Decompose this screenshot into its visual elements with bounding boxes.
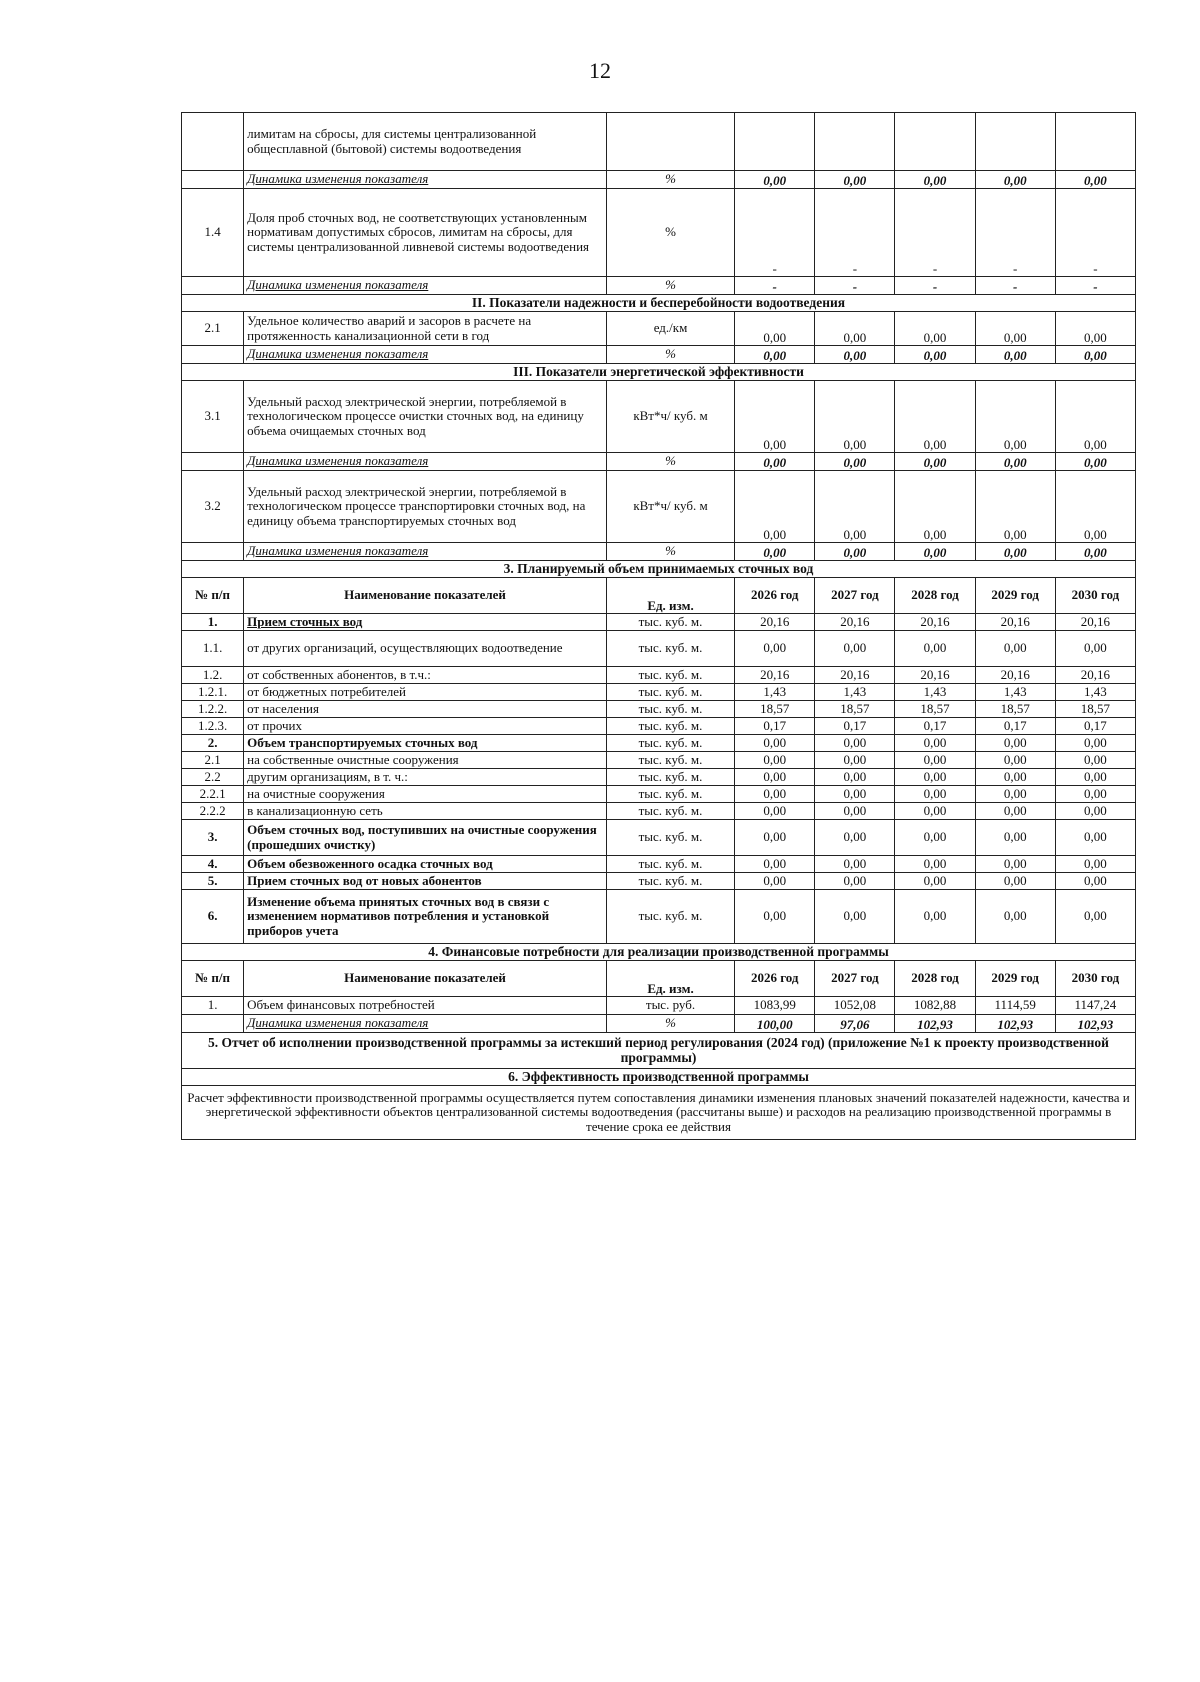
dynamics-label: Динамика изменения показателя [244, 1015, 607, 1033]
value-cell: 20,16 [895, 614, 975, 631]
value-cell: 18,57 [815, 701, 895, 718]
row-number: 3.2 [182, 471, 244, 543]
value-cell: 0,00 [735, 803, 815, 820]
value-cell: 0,00 [975, 631, 1055, 667]
indicator-name: Объем финансовых потребностей [244, 997, 607, 1015]
value-cell: 0,00 [895, 856, 975, 873]
volume-row [182, 735, 1136, 752]
indicator-row [182, 189, 1136, 277]
value-cell: 1052,08 [815, 997, 895, 1015]
value-cell: 0,00 [1055, 453, 1135, 471]
value-cell: - [815, 277, 895, 295]
indicator-name: Удельный расход электрической энергии, потребляемой в технологическом процессе очистки сточных вод, на единицу объема очищаемых сточных вод [244, 381, 607, 453]
header-number: № п/п [182, 578, 244, 614]
value-cell: 102,93 [975, 1015, 1055, 1033]
row-number [182, 543, 244, 561]
value-cell: 0,00 [1055, 346, 1135, 364]
value-cell: - [815, 189, 895, 277]
finance-section-title: 4. Финансовые потребности для реализации производственной программы [182, 944, 1136, 961]
value-cell: 0,00 [895, 312, 975, 346]
value-cell: 0,00 [735, 786, 815, 803]
indicator-row [182, 471, 1136, 543]
row-number: 6. [182, 890, 244, 944]
header-unit: Ед. изм. [606, 961, 734, 997]
value-cell: 0,00 [815, 820, 895, 856]
value-cell: 0,17 [895, 718, 975, 735]
section-6-text-row [182, 1086, 1136, 1140]
row-number: 1. [182, 997, 244, 1015]
value-cell: 0,00 [815, 735, 895, 752]
row-number: 1. [182, 614, 244, 631]
value-cell: 0,00 [895, 171, 975, 189]
header-row [182, 578, 1136, 614]
value-cell: 0,00 [1055, 752, 1135, 769]
value-cell: 0,00 [975, 471, 1055, 543]
value-cell: 0,00 [735, 735, 815, 752]
value-cell: 0,00 [895, 873, 975, 890]
value-cell: 0,00 [735, 769, 815, 786]
row-number: 2.2 [182, 769, 244, 786]
value-cell: 0,00 [1055, 171, 1135, 189]
value-cell: 0,00 [1055, 856, 1135, 873]
section-6-text: Расчет эффективности производственной программы осуществляется путем сопоставления динамики изменения плановых значений показателей надежности, качества и энергетической эффективности объектов централизованной системы водоотведения (рассчитаны выше) и расходов на реализацию производственной программы в течение срока ее действия [182, 1086, 1136, 1140]
dynamics-label: Динамика изменения показателя [244, 453, 607, 471]
header-year: 2029 год [975, 578, 1055, 614]
unit-cell: тыс. куб. м. [606, 803, 734, 820]
volume-row [182, 684, 1136, 701]
header-year: 2030 год [1055, 578, 1135, 614]
value-cell: 1,43 [1055, 684, 1135, 701]
section-6-title: 6. Эффективность производственной программы [182, 1069, 1136, 1086]
indicator-name: Объем сточных вод, поступивших на очистные сооружения (прошедших очистку) [244, 820, 607, 856]
value-cell: 0,00 [735, 873, 815, 890]
value-cell: 0,00 [975, 312, 1055, 346]
section-3-title: III. Показатели энергетической эффективности [182, 364, 1136, 381]
row-number: 1.2.2. [182, 701, 244, 718]
header-year: 2027 год [815, 578, 895, 614]
volume-row [182, 890, 1136, 944]
value-cell: 0,00 [815, 312, 895, 346]
indicator-name: другим организациям, в т. ч.: [244, 769, 607, 786]
page-number: 12 [589, 58, 611, 83]
volume-section-title: 3. Планируемый объем принимаемых сточных вод [182, 561, 1136, 578]
value-cell [1055, 113, 1135, 171]
value-cell: 1147,24 [1055, 997, 1135, 1015]
value-cell: 100,00 [735, 1015, 815, 1033]
header-year: 2027 год [815, 961, 895, 997]
section-5-row [182, 1033, 1136, 1069]
value-cell: 18,57 [1055, 701, 1135, 718]
header-name: Наименование показателей [244, 578, 607, 614]
unit-cell: тыс. куб. м. [606, 820, 734, 856]
value-cell: 0,00 [975, 346, 1055, 364]
value-cell: 0,00 [1055, 543, 1135, 561]
unit-cell: % [606, 277, 734, 295]
volume-row [182, 786, 1136, 803]
dynamics-label: Динамика изменения показателя [244, 171, 607, 189]
dynamics-row [182, 1015, 1136, 1033]
value-cell: 0,00 [895, 631, 975, 667]
indicator-name: на собственные очистные сооружения [244, 752, 607, 769]
value-cell: 0,00 [735, 471, 815, 543]
row-number: 2.1 [182, 752, 244, 769]
value-cell: 0,00 [735, 752, 815, 769]
unit-cell: тыс. куб. м. [606, 769, 734, 786]
finance-row [182, 997, 1136, 1015]
value-cell: 102,93 [895, 1015, 975, 1033]
volume-row [182, 614, 1136, 631]
value-cell: 0,00 [895, 381, 975, 453]
value-cell: 0,00 [815, 453, 895, 471]
row-number [182, 346, 244, 364]
unit-cell: тыс. руб. [606, 997, 734, 1015]
value-cell: 0,00 [975, 735, 1055, 752]
value-cell: 0,00 [975, 786, 1055, 803]
value-cell: 0,00 [1055, 769, 1135, 786]
indicator-name: на очистные сооружения [244, 786, 607, 803]
dynamics-label: Динамика изменения показателя [244, 346, 607, 364]
unit-cell: тыс. куб. м. [606, 873, 734, 890]
indicator-name: Удельный расход электрической энергии, потребляемой в технологическом процессе транспортировки сточных вод, на единицу объема транспортируемых сточных вод [244, 471, 607, 543]
header-year: 2029 год [975, 961, 1055, 997]
row-number [182, 113, 244, 171]
volume-row [182, 752, 1136, 769]
value-cell: 0,00 [1055, 820, 1135, 856]
value-cell: 0,17 [735, 718, 815, 735]
dynamics-row [182, 277, 1136, 295]
volume-row [182, 718, 1136, 735]
section-title-row [182, 1069, 1136, 1086]
value-cell: - [1055, 189, 1135, 277]
indicator-name: от населения [244, 701, 607, 718]
value-cell: 0,00 [975, 873, 1055, 890]
value-cell: 0,00 [895, 786, 975, 803]
value-cell: 0,17 [1055, 718, 1135, 735]
value-cell: 0,00 [735, 543, 815, 561]
header-year: 2028 год [895, 961, 975, 997]
value-cell: 0,00 [895, 820, 975, 856]
value-cell: 1083,99 [735, 997, 815, 1015]
section-2-title: II. Показатели надежности и бесперебойности водоотведения [182, 295, 1136, 312]
dynamics-label: Динамика изменения показателя [244, 543, 607, 561]
header-unit: Ед. изм. [606, 578, 734, 614]
row-number: 1.2.1. [182, 684, 244, 701]
unit-cell: % [606, 346, 734, 364]
indicator-row [182, 113, 1136, 171]
dynamics-row [182, 346, 1136, 364]
value-cell: 18,57 [895, 701, 975, 718]
value-cell: 0,00 [895, 735, 975, 752]
header-year: 2030 год [1055, 961, 1135, 997]
value-cell: 97,06 [815, 1015, 895, 1033]
value-cell: 0,00 [1055, 381, 1135, 453]
value-cell: 0,00 [735, 453, 815, 471]
value-cell: - [895, 277, 975, 295]
value-cell: - [975, 277, 1055, 295]
unit-cell: тыс. куб. м. [606, 890, 734, 944]
value-cell: 0,00 [735, 631, 815, 667]
value-cell: 0,00 [735, 171, 815, 189]
header-year: 2026 год [735, 961, 815, 997]
indicator-name: в канализационную сеть [244, 803, 607, 820]
row-number: 1.2.3. [182, 718, 244, 735]
volume-row [182, 873, 1136, 890]
unit-cell: % [606, 453, 734, 471]
value-cell: 18,57 [975, 701, 1055, 718]
value-cell: - [735, 277, 815, 295]
unit-cell: % [606, 543, 734, 561]
row-number: 1.4 [182, 189, 244, 277]
value-cell: 0,00 [895, 890, 975, 944]
value-cell: 20,16 [895, 667, 975, 684]
unit-cell: тыс. куб. м. [606, 735, 734, 752]
value-cell: 0,00 [815, 631, 895, 667]
indicator-name: лимитам на сбросы, для системы централизованной общесплавной (бытовой) системы водоотведения [244, 113, 607, 171]
value-cell: 20,16 [975, 614, 1055, 631]
row-number: 5. [182, 873, 244, 890]
value-cell: 20,16 [815, 667, 895, 684]
value-cell: 0,00 [815, 171, 895, 189]
volume-row [182, 856, 1136, 873]
dynamics-label: Динамика изменения показателя [244, 277, 607, 295]
value-cell: 0,00 [975, 820, 1055, 856]
value-cell: 0,00 [1055, 471, 1135, 543]
value-cell: 0,00 [735, 381, 815, 453]
value-cell: 0,00 [895, 752, 975, 769]
value-cell: 20,16 [815, 614, 895, 631]
value-cell: 0,00 [815, 786, 895, 803]
value-cell: - [895, 189, 975, 277]
row-number: 4. [182, 856, 244, 873]
value-cell: 0,00 [1055, 873, 1135, 890]
unit-cell: % [606, 171, 734, 189]
header-number: № п/п [182, 961, 244, 997]
row-number: 2.2.2 [182, 803, 244, 820]
value-cell: 0,00 [975, 453, 1055, 471]
value-cell: 0,00 [1055, 631, 1135, 667]
value-cell: 0,00 [815, 471, 895, 543]
value-cell: 20,16 [1055, 614, 1135, 631]
unit-cell: тыс. куб. м. [606, 752, 734, 769]
value-cell: 0,00 [815, 873, 895, 890]
value-cell: 0,00 [735, 856, 815, 873]
value-cell: 0,00 [1055, 735, 1135, 752]
unit-cell: тыс. куб. м. [606, 631, 734, 667]
unit-cell: % [606, 189, 734, 277]
value-cell: 1,43 [975, 684, 1055, 701]
row-number [182, 453, 244, 471]
unit-cell: ед./км [606, 312, 734, 346]
unit-cell: кВт*ч/ куб. м [606, 471, 734, 543]
value-cell [975, 113, 1055, 171]
section-title-row [182, 295, 1136, 312]
value-cell: 0,00 [975, 803, 1055, 820]
unit-cell: тыс. куб. м. [606, 684, 734, 701]
value-cell: 0,00 [895, 543, 975, 561]
indicator-name: от бюджетных потребителей [244, 684, 607, 701]
value-cell: 18,57 [735, 701, 815, 718]
program-table [181, 112, 1136, 1140]
value-cell: 1,43 [895, 684, 975, 701]
unit-cell [606, 113, 734, 171]
unit-cell: тыс. куб. м. [606, 718, 734, 735]
value-cell [735, 113, 815, 171]
header-name: Наименование показателей [244, 961, 607, 997]
row-number [182, 171, 244, 189]
value-cell: 20,16 [735, 614, 815, 631]
value-cell: 0,00 [815, 543, 895, 561]
value-cell: 0,00 [895, 769, 975, 786]
value-cell: 0,00 [815, 752, 895, 769]
indicator-name: Объем транспортируемых сточных вод [244, 735, 607, 752]
section-title-row [182, 364, 1136, 381]
value-cell: 0,00 [975, 543, 1055, 561]
value-cell: 0,00 [895, 803, 975, 820]
value-cell: 0,00 [815, 890, 895, 944]
volume-row [182, 769, 1136, 786]
value-cell: 0,00 [815, 346, 895, 364]
value-cell: 0,00 [1055, 312, 1135, 346]
value-cell: 0,00 [815, 803, 895, 820]
value-cell: 0,17 [815, 718, 895, 735]
row-number: 2. [182, 735, 244, 752]
value-cell: 1082,88 [895, 997, 975, 1015]
value-cell: - [975, 189, 1055, 277]
value-cell: - [735, 189, 815, 277]
section-5-title: 5. Отчет об исполнении производственной программы за истекший период регулирования (2024 год) (приложение №1 к проекту производственной программы) [182, 1033, 1136, 1069]
value-cell: 20,16 [1055, 667, 1135, 684]
value-cell: 0,17 [975, 718, 1055, 735]
indicator-name: Доля проб сточных вод, не соответствующих установленным нормативам допустимых сбросов, лимитам на сбросы, для системы централизованной ливневой системы водоотведения [244, 189, 607, 277]
indicator-row [182, 381, 1136, 453]
row-number [182, 1015, 244, 1033]
value-cell: 20,16 [975, 667, 1055, 684]
value-cell: 1,43 [815, 684, 895, 701]
value-cell: 1114,59 [975, 997, 1055, 1015]
value-cell: 20,16 [735, 667, 815, 684]
volume-row [182, 820, 1136, 856]
unit-cell: тыс. куб. м. [606, 701, 734, 718]
value-cell [815, 113, 895, 171]
row-number: 2.2.1 [182, 786, 244, 803]
value-cell: 102,93 [1055, 1015, 1135, 1033]
unit-cell: кВт*ч/ куб. м [606, 381, 734, 453]
value-cell: 0,00 [975, 890, 1055, 944]
section-title-row [182, 944, 1136, 961]
row-number: 2.1 [182, 312, 244, 346]
unit-cell: тыс. куб. м. [606, 667, 734, 684]
indicator-name: от прочих [244, 718, 607, 735]
value-cell: 0,00 [1055, 803, 1135, 820]
indicator-row [182, 312, 1136, 346]
row-number: 1.2. [182, 667, 244, 684]
header-row [182, 961, 1136, 997]
indicator-name: Изменение объема принятых сточных вод в связи с изменением нормативов потребления и установкой приборов учета [244, 890, 607, 944]
value-cell: 0,00 [735, 346, 815, 364]
value-cell [895, 113, 975, 171]
value-cell: 0,00 [815, 856, 895, 873]
indicator-name: Прием сточных вод от новых абонентов [244, 873, 607, 890]
section-title-row [182, 561, 1136, 578]
unit-cell: % [606, 1015, 734, 1033]
header-year: 2026 год [735, 578, 815, 614]
value-cell: 0,00 [815, 381, 895, 453]
value-cell: - [1055, 277, 1135, 295]
value-cell: 0,00 [975, 171, 1055, 189]
value-cell: 0,00 [975, 752, 1055, 769]
dynamics-row [182, 453, 1136, 471]
indicator-name: от других организаций, осуществляющих водоотведение [244, 631, 607, 667]
unit-cell: тыс. куб. м. [606, 786, 734, 803]
value-cell: 0,00 [895, 453, 975, 471]
value-cell: 0,00 [735, 820, 815, 856]
header-year: 2028 год [895, 578, 975, 614]
dynamics-row [182, 171, 1136, 189]
value-cell: 0,00 [735, 312, 815, 346]
volume-row [182, 667, 1136, 684]
value-cell: 0,00 [815, 769, 895, 786]
value-cell: 0,00 [735, 890, 815, 944]
value-cell: 0,00 [895, 346, 975, 364]
value-cell: 0,00 [975, 381, 1055, 453]
row-number [182, 277, 244, 295]
row-number: 3.1 [182, 381, 244, 453]
row-number: 3. [182, 820, 244, 856]
value-cell: 1,43 [735, 684, 815, 701]
unit-cell: тыс. куб. м. [606, 856, 734, 873]
value-cell: 0,00 [975, 769, 1055, 786]
value-cell: 0,00 [975, 856, 1055, 873]
unit-cell: тыс. куб. м. [606, 614, 734, 631]
indicator-name: от собственных абонентов, в т.ч.: [244, 667, 607, 684]
value-cell: 0,00 [1055, 890, 1135, 944]
value-cell: 0,00 [895, 471, 975, 543]
volume-row [182, 631, 1136, 667]
row-number: 1.1. [182, 631, 244, 667]
value-cell: 0,00 [1055, 786, 1135, 803]
indicator-name: Прием сточных вод [244, 614, 607, 631]
indicator-name: Объем обезвоженного осадка сточных вод [244, 856, 607, 873]
volume-row [182, 701, 1136, 718]
dynamics-row [182, 543, 1136, 561]
indicator-name: Удельное количество аварий и засоров в расчете на протяженность канализационной сети в год [244, 312, 607, 346]
volume-row [182, 803, 1136, 820]
